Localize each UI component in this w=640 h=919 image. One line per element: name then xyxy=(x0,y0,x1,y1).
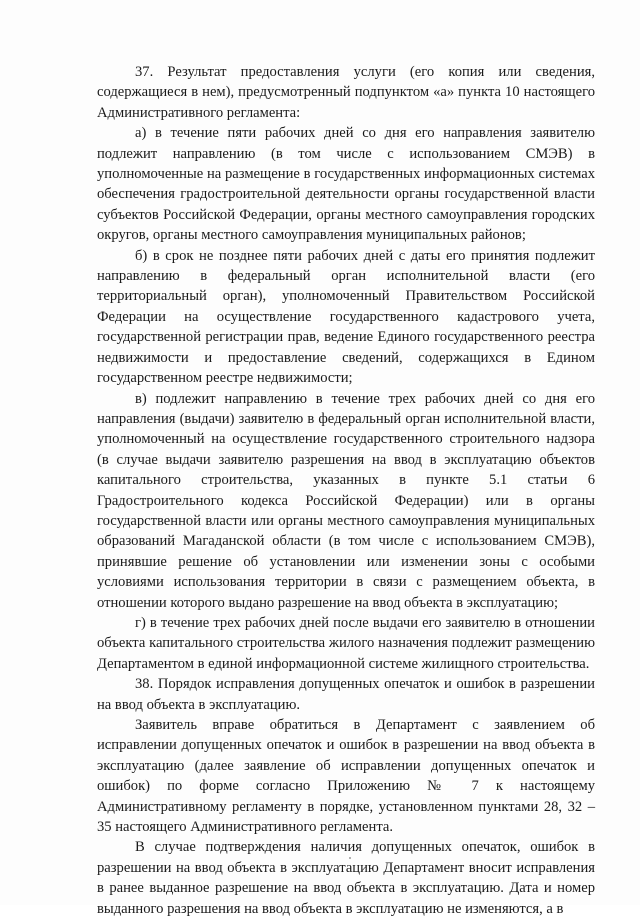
paragraph-37-v: в) подлежит направлению в течение трех рабочих дней со дня его направления (выдачи) заявителю в федеральный орган исполнительной власти, уполномоченный на осуществление государственного строительного надзора (в случае выдачи заявителю разрешения на ввод в эксплуатацию объектов капитального строительства, указанных в пункте 5.1 статьи 6 Градостроительного кодекса Российской Федерации) или в органы государственной власти или органы местного самоуправления муниципальных образований Магаданской области (в том числе с использованием СМЭВ), принявшие решение об установлении или изменении зоны с особыми условиями использования территории в связи с размещением объекта, в отношении которого выдано разрешение на ввод объекта в эксплуатацию; xyxy=(97,390,595,611)
document-body xyxy=(97,62,595,919)
paragraph-38-applicant: Заявитель вправе обратиться в Департамент с заявлением об исправлении допущенных опечаток и ошибок в разрешении на ввод объекта в эксплуатацию (далее заявление об исправлении допущенных опечаток и ошибок) по форме согласно Приложению № 7 к настоящему Административному регламенту в порядке, установленном пунктами 28, 32 – 35 настоящего Административного регламента. xyxy=(97,717,595,836)
paragraph-37-g: г) в течение трех рабочих дней после выдачи его заявителю в отношении объекта капитального строительства жилого назначения подлежит размещению Департаментом в единой информационной системе жилищного строительства. xyxy=(97,614,595,672)
paragraph-38: 38. Порядок исправления допущенных опечаток и ошибок в разрешении на ввод объекта в эксплуатацию. xyxy=(97,676,595,713)
paragraph-38-correction: В случае подтверждения наличия допущенных опечаток, ошибок в разрешении на ввод объекта в эксплуатацию Департамент вносит исправления в ранее выданное разрешение на ввод объекта в эксплуатацию. Дата и номер выданного разрешения на ввод объекта в эксплуатацию не изменяются, а в xyxy=(97,839,595,917)
paragraph-37-a: а) в течение пяти рабочих дней со дня его направления заявителю подлежит направлению (в том числе с использованием СМЭВ) в уполномоченные на размещение в государственных информационных системах обеспечения градостроительной деятельности органы государственной власти субъектов Российской Федерации, органы местного самоуправления городских округов, органы местного самоуправления муниципальных районов; xyxy=(97,125,595,244)
paragraph-37: 37. Результат предоставления услуги (его копия или сведения, содержащиеся в нем), предусмотренный подпунктом «а» пункта 10 настоящего Административного регламента: xyxy=(97,64,595,121)
page-mark xyxy=(349,857,351,859)
paragraph-37-b: б) в срок не позднее пяти рабочих дней с даты его принятия подлежит направлению в федеральный орган исполнительной власти (его территориальный орган), уполномоченный Правительством Российской Федерации на осуществление государственного кадастрового учета, государственной регистрации прав, ведение Единого государственного реестра недвижимости и предоставление сведений, содержащихся в Едином государственном реестре недвижимости; xyxy=(97,247,595,387)
